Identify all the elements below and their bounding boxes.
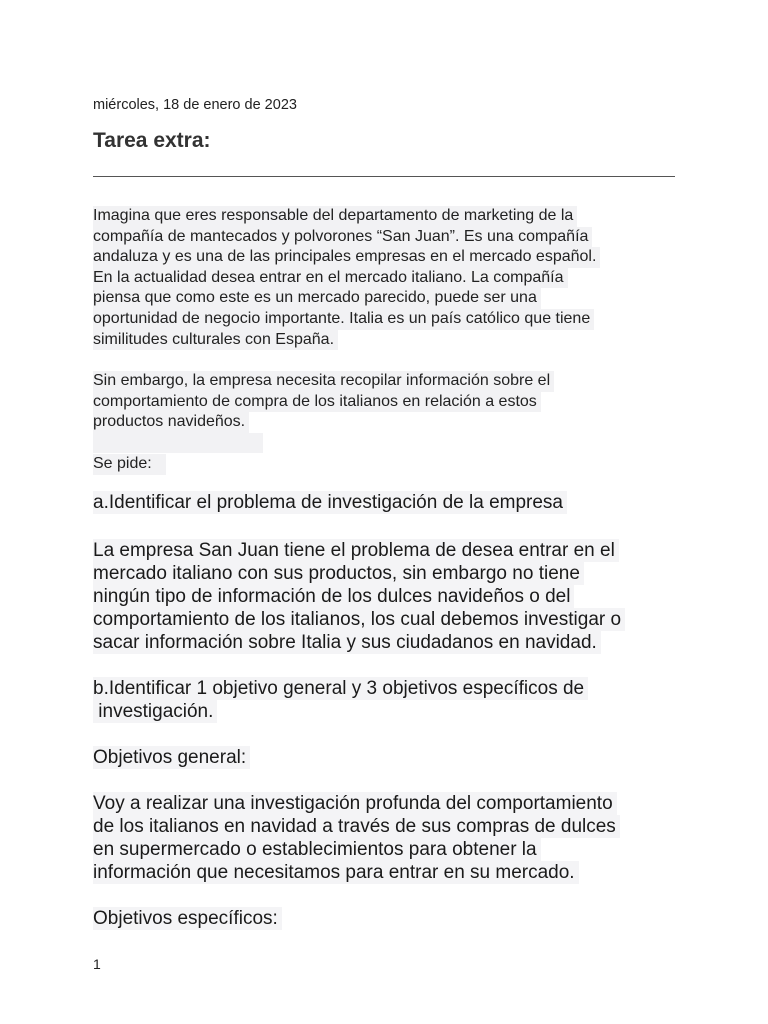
empty-line [93,433,263,454]
text-line: Objetivos general: [93,746,250,769]
text-line: sacar información sobre Italia y sus ciudadanos en navidad. [93,631,601,654]
text-line: La empresa San Juan tiene el problema de desea entrar en el [93,539,619,562]
text-line: compañía de mantecados y polvorones “San Juan”. Es una compañía [93,227,592,248]
note-date: miércoles, 18 de enero de 2023 [93,97,297,113]
question-a-answer [93,539,683,654]
text-line: b.Identificar 1 objetivo general y 3 objetivos específicos de [93,677,588,700]
text-line: Voy a realizar una investigación profunda del comportamiento [93,792,617,815]
page-number: 1 [93,956,101,972]
text-line: mercado italiano con sus productos, sin embargo no tiene [93,562,584,585]
question-a-heading [93,491,683,514]
text-line: Objetivos específicos: [93,907,282,930]
note-title: Tarea extra: [93,129,211,152]
general-objective-answer [93,792,683,884]
general-objective-label [93,746,683,769]
title-divider [93,176,675,177]
text-line: a.Identificar el problema de investigación de la empresa [93,491,567,514]
text-line: de los italianos en navidad a través de sus compras de dulces [93,815,620,838]
question-b-heading [93,677,683,723]
context-paragraph [93,371,673,453]
text-line: En la actualidad desea entrar en el mercado italiano. La compañía [93,268,568,289]
text-line: ningún tipo de información de los dulces navideños o del [93,585,574,608]
text-line: andaluza y es una de las principales empresas en el mercado español. [93,247,600,268]
text-line: en supermercado o establecimientos para obtener la [93,838,541,861]
intro-paragraph [93,206,673,350]
text-line: investigación. [93,700,217,723]
text-line: Se pide: [93,454,166,475]
text-line: similitudes culturales con España. [93,330,338,351]
prompt-paragraph [93,454,673,475]
text-line: comportamiento de compra de los italianos en relación a estos [93,392,541,413]
text-line: Imagina que eres responsable del departamento de marketing de la [93,206,577,227]
text-line: Sin embargo, la empresa necesita recopilar información sobre el [93,371,554,392]
text-line: oportunidad de negocio importante. Italia es un país católico que tiene [93,309,594,330]
text-line: piensa que como este es un mercado parecido, puede ser una [93,288,541,309]
specific-objectives-label [93,907,683,930]
text-line: información que necesitamos para entrar en su mercado. [93,861,579,884]
text-line: productos navideños. [93,412,249,433]
text-line: comportamiento de los italianos, los cual debemos investigar o [93,608,625,631]
